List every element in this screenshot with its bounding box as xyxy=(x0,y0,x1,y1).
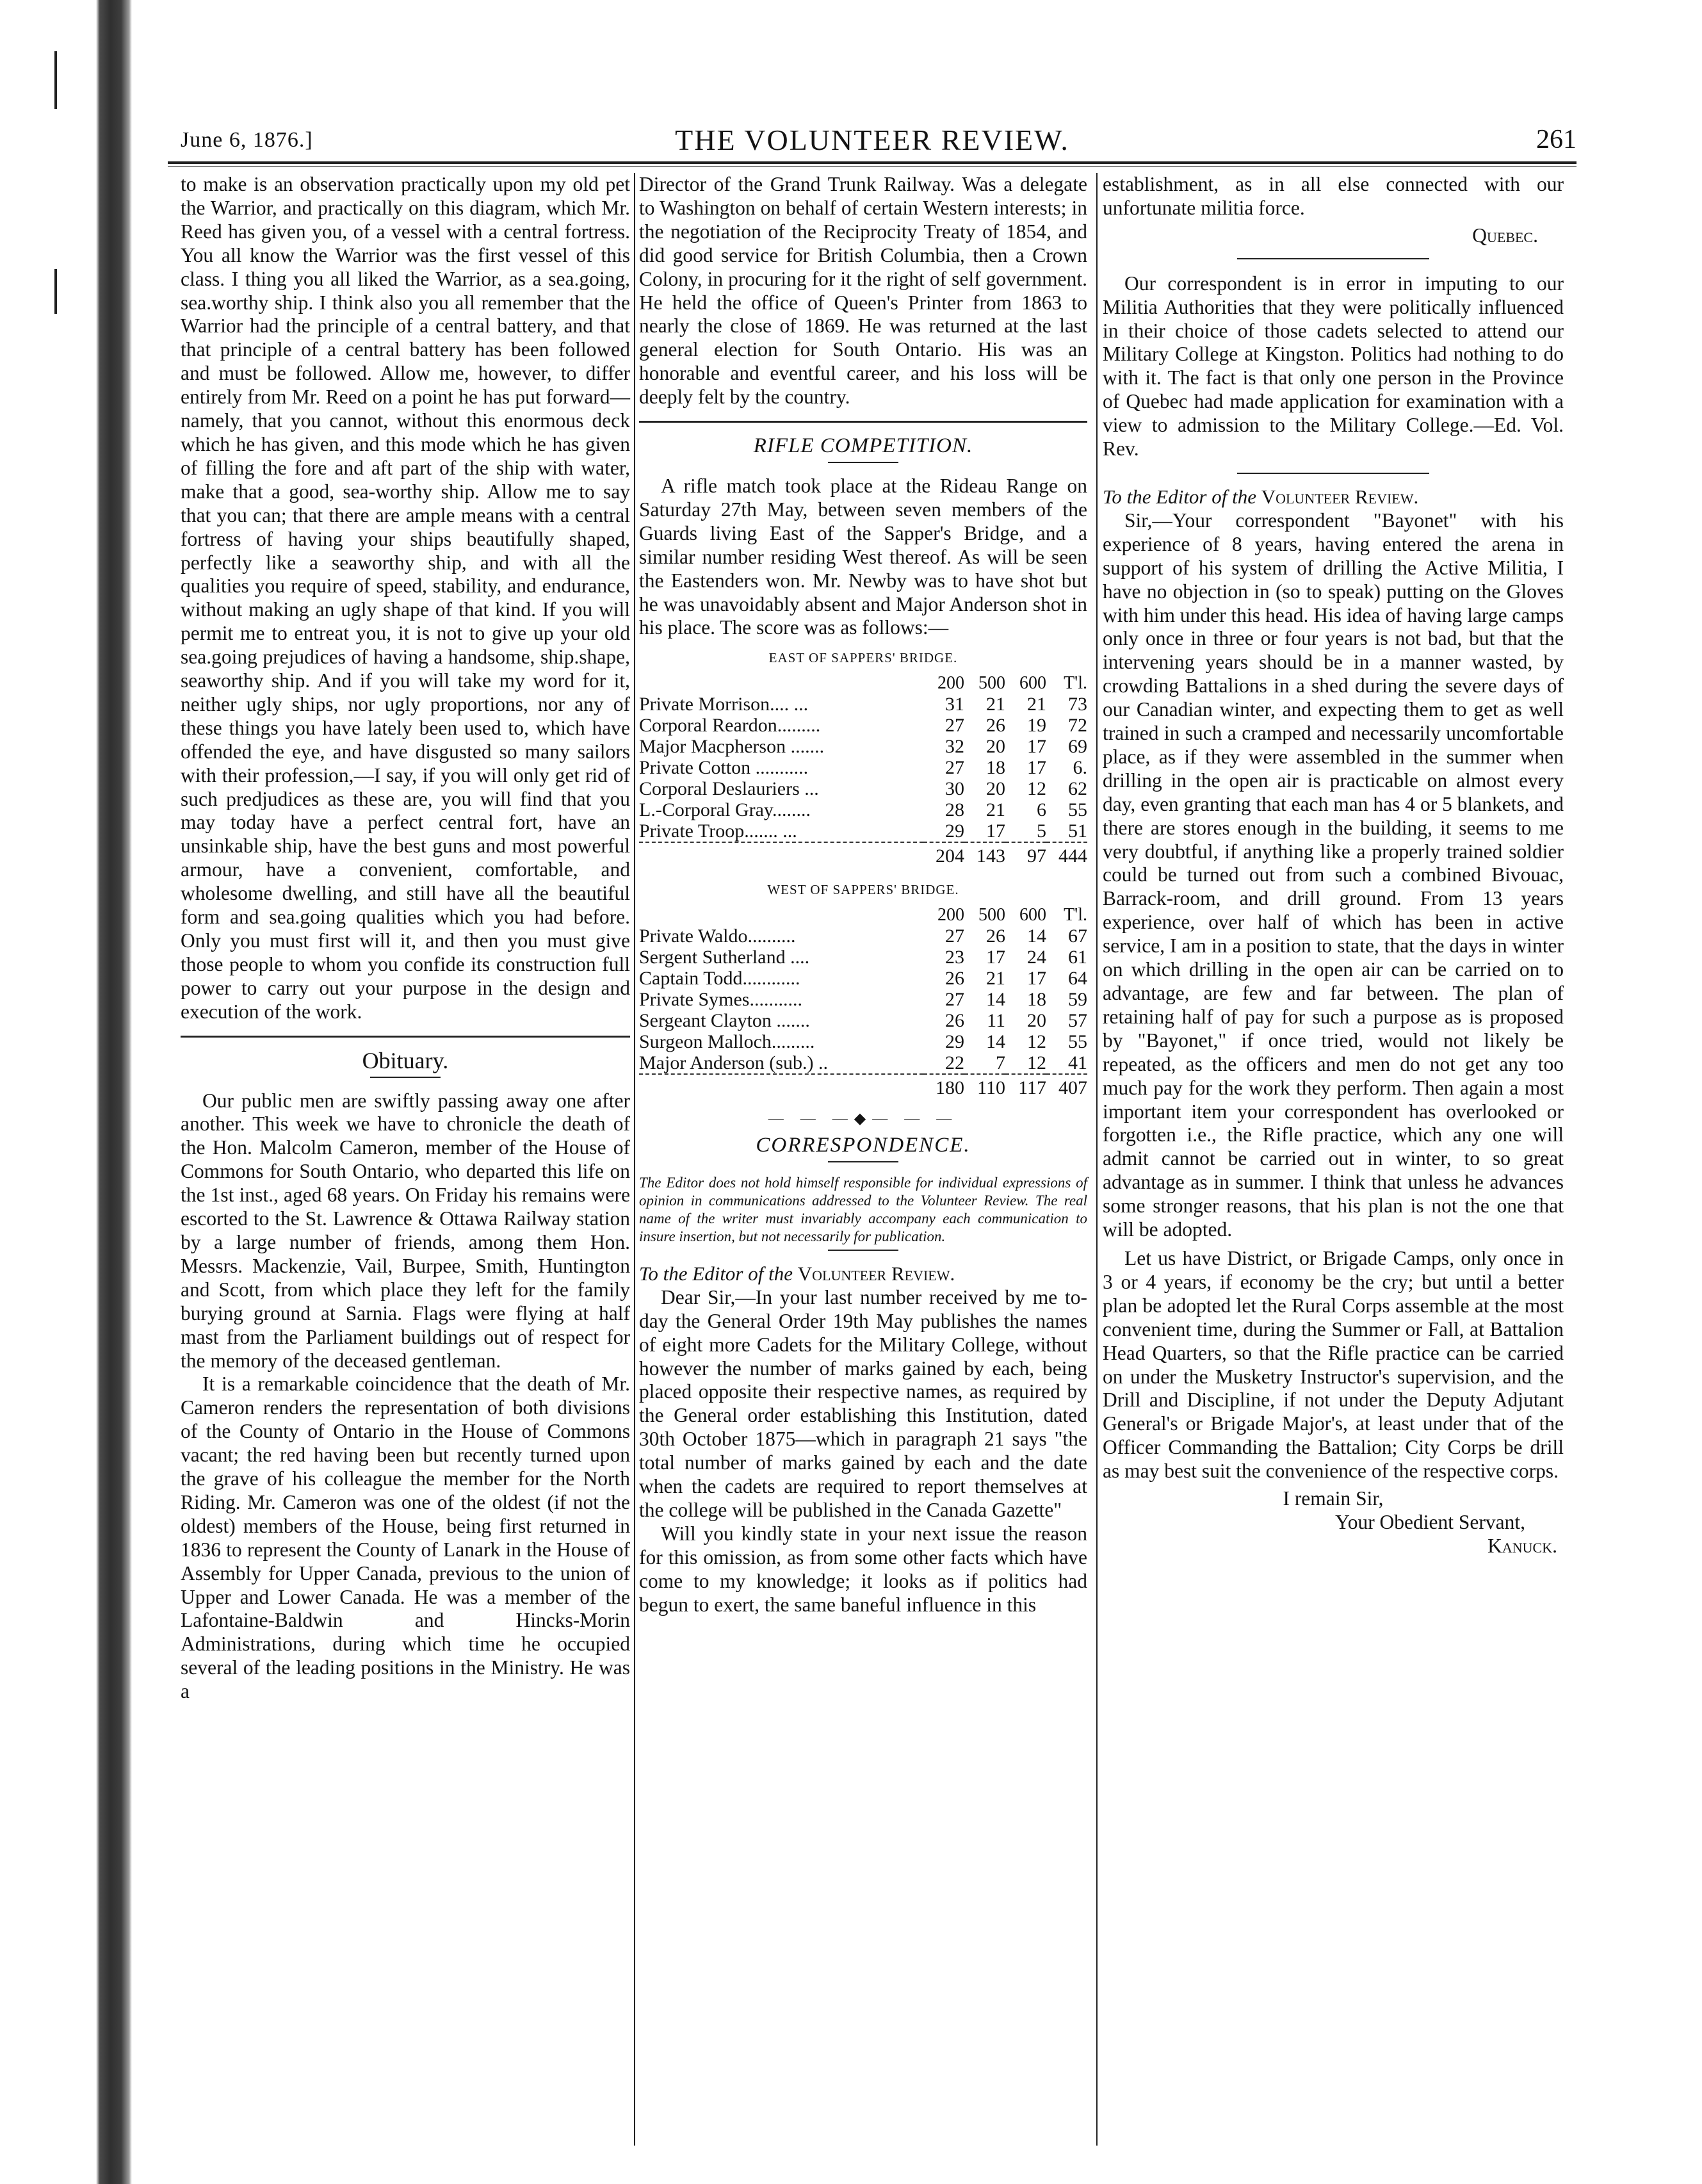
table-header: 500 xyxy=(978,673,1005,694)
shooter-name: Private Symes........... xyxy=(639,989,802,1011)
rifle-competition-heading: RIFLE COMPETITION. xyxy=(753,434,973,458)
table-header: 200 xyxy=(937,673,964,694)
heading-rule xyxy=(828,1250,898,1251)
shooter-name: L.-Corporal Gray........ xyxy=(639,799,811,821)
score-cell: 21 xyxy=(986,799,1005,821)
score-total-cell: 59 xyxy=(1068,989,1087,1011)
score-cell: 28 xyxy=(945,799,964,821)
score-cell: 32 xyxy=(945,736,964,758)
score-total-cell: 57 xyxy=(1068,1010,1087,1032)
score-cell: 17 xyxy=(1027,736,1046,758)
table-header: 200 xyxy=(937,905,964,925)
score-cell: 29 xyxy=(945,1031,964,1053)
table-header: 600 xyxy=(1019,905,1046,925)
table-row xyxy=(639,925,1087,947)
score-cell: 14 xyxy=(986,1031,1005,1053)
table-row xyxy=(639,947,1087,968)
section-rule xyxy=(639,421,1087,423)
table-row xyxy=(639,694,1087,715)
shooter-name: Major Anderson (sub.) .. xyxy=(639,1052,828,1074)
score-cell: 21 xyxy=(986,694,1005,715)
correspondence-heading: CORRESPONDENCE. xyxy=(756,1134,971,1157)
obituary-paragraph: It is a remarkable coincidence that the death of Mr. Cameron renders the representation of both divisions of the County of Ontario in the House of Commons vacant; the red having been but recently turned upon the grave of his colleague the member for the North Riding. Mr. Cameron was one of the oldest (if not the oldest) members of the House, being first returned in 1836 to represent the County of Lanark in the House of Assembly for Upper Canada, previous to the union of Upper and Lower Canada. He was a member of the Lafontaine-Baldwin and Hincks-Morin Administrations, during which time he occupied several of the leading positions in the Ministry. He was a xyxy=(181,1373,630,1703)
table-row xyxy=(639,715,1087,736)
binding-mark xyxy=(54,51,57,109)
speech-text: to make is an observation practically upon my old pet the Warrior, and practically on this diagram, which Mr. Reed has given you, of a vessel with a central fortress. You all know the Warrior was the first vessel of this class. I thing you all liked the Warrior, as a sea.going, sea.worthy ship. I think also you all remember that the Warrior had the principle of a central battery, and that that principle of a central battery has been followed and must be followed. Allow me, however, to differ entirely from Mr. Reed on a point he has put forward—namely, that you cannot, without this enormous deck which he has given, and this mode which he has given of filling the fore and aft part of the ship with water, make that a good, sea-worthy ship. Allow me to say that you can; that there are ample means with a central fortress of having your ships beautifully shaped, perfectly like a seaworthy ship, and with all the qualities you require of speed, stability, and endurance, without making an ugly shape of that kind. If you will permit me to entreat you, it is not to give up your old sea.going prejudices of having a handsome, ship.shape, seaworthy ship. And if you will take my word for it, neither ugly ships, nor ugly proportions, nor any of these things you have lately been used to, which have offended the eye, and have disgusted so many sailors with their profession,—I say, if you will only get rid of such predjudices as these are, you will find that you may today have a perfect central fort, have an unsinkable ship, have the best guns and most powerful armour, have a convenient, comfortable, and wholesome dwelling, and still have all the beautiful form and sea.going qualities which you had before. Only you must first will it, and then you must give those people to whom you confide its construction full power to carry out your purpose in the design and execution of the work. xyxy=(181,173,630,1023)
header-rule xyxy=(168,161,1576,164)
heading-rule xyxy=(370,1077,441,1078)
letter-paragraph: Sir,—Your correspondent "Bayonet" with his experience of 8 years, having entered the arena in support of his system of drilling the Active Militia, I have no objection in (so to speak) putting on the Gloves with him under this head. His idea of having large camps only once in three or four years is not bad, but that the intervening years should be in a manner wasted, by crowding Battalions in a shed during the severe days of our Canadian winter, and expecting them to get as well trained in such a cramped and necessarily uncomfortable place, as if they were assembled in the summer when drilling in the open air is practicable on almost every day, even granting that each man has 4 or 5 blankets, and there are stores enough in the building, it seems to me very doubtful, if anything like a properly trained soldier could be turned out from such a combined Bivouac, Barrack-room, and drill ground. From 13 years experience, over half of which has been in active service, I am in a position to state, that the days in winter on which drilling in the open air can be carried on to advantage, are few and far between. The plan of retaining half of pay for such a purpose as is proposed by "Bayonet," if once tried, would not likely be repeated, as the officers and men do not get any too much pay for the work they perform. Then again a most important item your correspondent has overlooked or forgotten i.e., the Rifle practice, which any one will admit cannot be carried out in winter, to so great advantage as in summer. I think that unless he advances some stronger reasons, that his plan is not the one that will be adopted. xyxy=(1103,509,1564,1241)
shooter-name: Major Macpherson ....... xyxy=(639,736,825,758)
column-1 xyxy=(181,173,630,1704)
score-cell: 18 xyxy=(1027,989,1046,1011)
score-cell: 22 xyxy=(945,1052,964,1074)
score-cell: 18 xyxy=(986,757,1005,779)
obituary-paragraph: Our public men are swiftly passing away one after another. This week we have to chronicle the death of the Hon. Malcolm Cameron, member of the House of Commons for South Ontario, who departed this life on the 1st inst., aged 68 years. On Friday his remains were escorted to the St. Lawrence & Ottawa Railway station by a large number of friends, among them Hon. Messrs. Mackenzie, Vail, Burpee, Smith, Huntington and Scott, from which place they left for the family burying ground at Sarnia. Flags were flying at half mast from the Parliament buildings out of respect for the memory of the deceased gentleman. xyxy=(181,1089,630,1372)
publication-title: THE VOLUNTEER REVIEW. xyxy=(675,124,1069,156)
shooter-name: Surgeon Malloch......... xyxy=(639,1031,815,1053)
score-cell: 30 xyxy=(945,778,964,800)
letter-address xyxy=(639,1262,1087,1286)
score-cell: 20 xyxy=(986,736,1005,758)
editor-disclaimer: The Editor does not hold himself responsible for individual expressions of opinion in communications addressed to the Volunteer Review. The real name of the writer must invariably accompany each communication to insure insertion, but not necessarily for publication. xyxy=(639,1174,1087,1244)
total-cell: 110 xyxy=(964,1074,1005,1098)
page-header xyxy=(168,122,1576,160)
score-cell: 26 xyxy=(986,715,1005,737)
section-rule xyxy=(181,1036,630,1038)
letter-paragraph: Will you kindly state in your next issue the reason for this omission, as from some other facts which have come to my knowledge; it looks as if politics had begun to exert, the same baneful influence in this xyxy=(639,1522,1087,1616)
total-label xyxy=(639,842,923,867)
shooter-name: Captain Todd............ xyxy=(639,968,800,990)
score-cell: 14 xyxy=(1027,925,1046,947)
score-cell: 17 xyxy=(986,820,1005,842)
score-cell: 29 xyxy=(945,820,964,842)
table-row xyxy=(639,757,1087,778)
letter-signature: Quebec. xyxy=(1472,224,1538,247)
header-rule-thin xyxy=(168,166,1576,167)
table-row xyxy=(639,989,1087,1010)
grand-total-cell: 407 xyxy=(1046,1074,1087,1098)
score-cell: 21 xyxy=(1027,694,1046,715)
score-cell: 26 xyxy=(945,968,964,990)
letter-paragraph: Let us have District, or Brigade Camps, only once in 3 or 4 years, if economy be the cry; but until a better plan be adopted let the Rural Corps assemble at the most convenient time, during the Summer or Fall, at Battalion Head Quarters, so that the Rifle practice can be carried on under the Musketry Instructor's supervision, and the Drill and Discipline, if not under the Deputy Adjutant General's or Brigade Major's, at least under that of the Officer Commanding the Battalion; City Corps be drill as may best suit the convenience of the respective corps. xyxy=(1103,1246,1564,1483)
west-team-heading: WEST OF SAPPERS' BRIDGE. xyxy=(767,882,959,898)
section-rule xyxy=(1237,258,1429,259)
table-header: T'l. xyxy=(1064,673,1087,694)
score-total-cell: 55 xyxy=(1068,799,1087,821)
score-cell: 6 xyxy=(1037,799,1046,821)
issue-date: June 6, 1876.] xyxy=(181,128,313,152)
shooter-name: Sergent Sutherland .... xyxy=(639,947,810,968)
total-cell: 180 xyxy=(923,1074,964,1098)
score-total-cell: 73 xyxy=(1068,694,1087,715)
score-cell: 17 xyxy=(1027,757,1046,779)
shooter-name: Corporal Deslauriers ... xyxy=(639,778,819,800)
score-total-cell: 67 xyxy=(1068,925,1087,947)
table-total-row xyxy=(639,1074,1087,1098)
score-cell: 27 xyxy=(945,989,964,1011)
rifle-intro: A rifle match took place at the Rideau Range on Saturday 27th May, between seven members of the Guards living East of the Sapper's Bridge, and a similar number residing West thereof. As will be seen the Eastenders won. Mr. Newby was to have shot but he was unavoidably absent and Major Anderson shot in his place. The score was as follows:— xyxy=(639,474,1087,639)
score-cell: 12 xyxy=(1027,778,1046,800)
score-total-cell: 61 xyxy=(1068,947,1087,968)
score-total-cell: 55 xyxy=(1068,1031,1087,1053)
address-prefix: To the Editor of the xyxy=(1103,485,1256,508)
letter-closing: Your Obedient Servant, xyxy=(1335,1510,1525,1533)
score-cell: 19 xyxy=(1027,715,1046,737)
score-cell: 17 xyxy=(1027,968,1046,990)
letter-paragraph: Dear Sir,—In your last number received by me to-day the General Order 19th May publishes the names of eight more Cadets for the Military College, without however the number of marks gained by each, being placed opposite their respective names, as required by the General order establishing this Institution, dated 30th October 1875—which in paragraph 21 says "the total number of marks gained by each and the date when the cadets are required to report themselves at the college will be published in the Canada Gazette" xyxy=(639,1285,1087,1521)
score-cell: 17 xyxy=(986,947,1005,968)
obituary-heading: Obituary. xyxy=(362,1047,449,1073)
address-publication: Volunteer Review. xyxy=(1261,485,1419,508)
shooter-name: Sergeant Clayton ....... xyxy=(639,1010,810,1032)
total-cell: 97 xyxy=(1005,842,1046,867)
score-cell: 7 xyxy=(996,1052,1005,1074)
score-total-cell: 62 xyxy=(1068,778,1087,800)
total-label xyxy=(639,1074,923,1098)
table-header: 500 xyxy=(978,905,1005,925)
address-publication: Volunteer Review. xyxy=(797,1262,955,1285)
total-cell: 143 xyxy=(964,842,1005,867)
table-row xyxy=(639,820,1087,842)
score-cell: 26 xyxy=(945,1010,964,1032)
heading-rule xyxy=(828,462,898,463)
table-row xyxy=(639,1031,1087,1052)
score-total-cell: 51 xyxy=(1068,820,1087,842)
score-cell: 11 xyxy=(987,1010,1005,1032)
score-cell: 27 xyxy=(945,757,964,779)
section-rule xyxy=(1237,473,1429,474)
letter-signature: Kanuck. xyxy=(1487,1534,1557,1557)
binding-mark xyxy=(54,269,57,314)
score-total-cell: 72 xyxy=(1068,715,1087,737)
score-cell: 21 xyxy=(986,968,1005,990)
score-cell: 26 xyxy=(986,925,1005,947)
letter-address xyxy=(1103,485,1564,509)
score-cell: 27 xyxy=(945,715,964,737)
table-header: 600 xyxy=(1019,673,1046,694)
address-prefix: To the Editor of the xyxy=(639,1262,793,1285)
heading-rule xyxy=(828,1161,898,1162)
score-total-cell: 64 xyxy=(1068,968,1087,990)
ornament-divider: — — —◆— — — xyxy=(768,1111,959,1128)
score-cell: 27 xyxy=(945,925,964,947)
shooter-name: Private Waldo.......... xyxy=(639,925,796,947)
score-cell: 20 xyxy=(1027,1010,1046,1032)
west-score-table xyxy=(639,904,1087,1098)
total-cell: 204 xyxy=(923,842,964,867)
letter-continued: establishment, as in all else connected with our unfortunate militia force. xyxy=(1103,173,1564,219)
score-total-cell: 41 xyxy=(1068,1052,1087,1074)
table-total-row xyxy=(639,842,1087,867)
shooter-name: Corporal Reardon......... xyxy=(639,715,821,737)
east-team-heading: EAST OF SAPPERS' BRIDGE. xyxy=(768,650,958,666)
table-row xyxy=(639,968,1087,989)
table-row xyxy=(639,736,1087,757)
score-total-cell: 69 xyxy=(1068,736,1087,758)
page-number: 261 xyxy=(1536,125,1576,154)
score-cell: 14 xyxy=(986,989,1005,1011)
score-cell: 23 xyxy=(945,947,964,968)
shooter-name: Private Morrison.... ... xyxy=(639,694,809,715)
table-row xyxy=(639,1052,1087,1074)
score-cell: 24 xyxy=(1027,947,1046,968)
table-header-row xyxy=(639,904,1087,925)
shooter-name: Private Cotton ........... xyxy=(639,757,809,779)
score-cell: 5 xyxy=(1037,820,1046,842)
score-total-cell: 6. xyxy=(1073,757,1087,779)
score-cell: 20 xyxy=(986,778,1005,800)
letter-closing: I remain Sir, xyxy=(1283,1487,1384,1510)
table-header-row xyxy=(639,672,1087,694)
page-binding-shadow xyxy=(96,0,132,2184)
grand-total-cell: 444 xyxy=(1046,842,1087,867)
column-divider xyxy=(634,173,635,2146)
column-divider xyxy=(1096,173,1098,2146)
shooter-name: Private Troop....... ... xyxy=(639,820,797,842)
column-2 xyxy=(639,173,1087,1617)
score-cell: 31 xyxy=(945,694,964,715)
score-cell: 12 xyxy=(1027,1052,1046,1074)
column-3 xyxy=(1103,173,1564,1558)
table-row xyxy=(639,1010,1087,1031)
total-cell: 117 xyxy=(1005,1074,1046,1098)
score-cell: 12 xyxy=(1027,1031,1046,1053)
table-header xyxy=(639,904,923,925)
table-header xyxy=(639,672,923,694)
table-row xyxy=(639,778,1087,799)
east-score-table xyxy=(639,672,1087,867)
table-row xyxy=(639,799,1087,820)
table-header: T'l. xyxy=(1064,905,1087,925)
obituary-continued: Director of the Grand Trunk Railway. Was a delegate to Washington on behalf of certain Western interests; in the negotiation of the Reciprocity Treaty of 1854, and did good service for British Columbia, then a Crown Colony, in procuring for it the right of self government. He held the office of Queen's Printer from 1863 to nearly the close of 1869. He was returned at the last general election for South Ontario. His was an honorable and eventful career, and his loss will be deeply felt by the country. xyxy=(639,173,1087,409)
editor-reply: Our correspondent is in error in imputing to our Militia Authorities that they were politically influenced in their choice of those cadets selected to attend our Military College at Kingston. Politics had nothing to do with it. The fact is that only one person in the Province of Quebec had made application for examination with a view to admission to the Military College.—Ed. Vol. Rev. xyxy=(1103,272,1564,460)
